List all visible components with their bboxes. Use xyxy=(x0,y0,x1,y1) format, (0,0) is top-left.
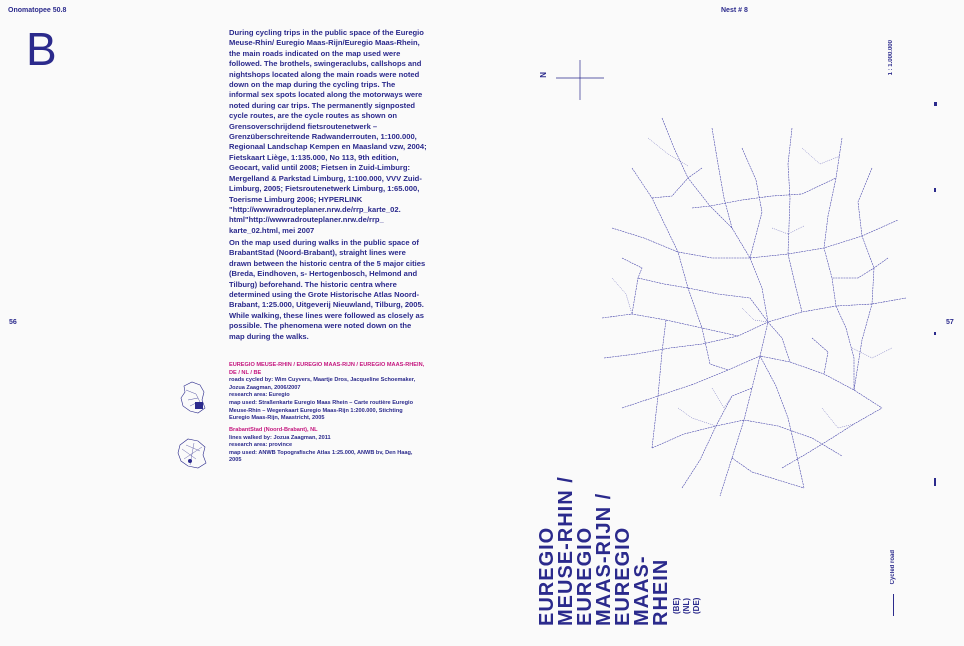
caption-brabantstad xyxy=(229,427,425,465)
legend-line xyxy=(893,594,894,616)
caption-euregio-body: roads cycled by: Wim Cuyvers, Maartje Dros, Jacqueline Schoemaker, Jozua Zaagman, 2006/2007 research area: Euregio map used: Straßenkarte Euregio Maas Rhein – Carte routière Euregio Meuse-Rhin – Wegenkaart Euregio Maas-Rijn 1:200.000, Stichting Euregio Maas-Rijn, Maastricht, 2005 xyxy=(229,377,416,422)
section-letter: B xyxy=(26,23,57,75)
body-paragraph-1: During cycling trips in the public space of the Euregio Meuse-Rhin/ Euregio Maas-Rijn/Euregio Maas-Rhein, the main roads indicated on the map used were followed. The brothels, swingeraclubs, callshops and nightshops located along the main roads were noted down on the map during the cycling trips. The informal sex spots located along the motorways were noted during car trips. The permanently signposted cycle routes, are the cycle routes as shown on Grensoverschrijdend fietsroutenetwerk – Grenzüberschreitende Radwanderrouten, 1:100.000, Regionaal Landschap Kempen en Maasland vzw, 2004; Fietskaart Liège, 1:135.000, No 113, 9th edition, Geocart, valid until 2008; Fietsen in Zuid-Limburg: Mergelland & Parkstad Limburg, 1:100.000, VVV Zuid-Limburg, 2005; Fietsroutenetwerk Limburg, 1:65.000, Toerisme Limburg 2006; HYPERLINK "http://wwwradrouteplaner.nrw.de/rrp_karte_02. html"http://wwwradrouteplaner.nrw.de/rrp_ karte_02.html, mei 2007 xyxy=(229,28,427,235)
brabantstad-thumbnail xyxy=(176,435,208,471)
caption-euregio-heading: EUREGIO MEUSE-RHIN / EUREGIO MAAS-RIJN / EUREGIO MAAS-RHEIN, DE / NL / BE xyxy=(229,362,425,376)
country-codes: (BE) (NL) (DE) xyxy=(672,597,701,614)
cycled-roads-map xyxy=(592,108,914,500)
page-number-right: 57 xyxy=(946,319,954,326)
header-right: Nest # 8 xyxy=(721,7,748,14)
caption-brabantstad-heading: BrabantStad (Noord-Brabant), NL xyxy=(229,427,318,433)
body-paragraph-2: On the map used during walks in the public space of BrabantStad (Noord-Brabant), straight lines were drawn between the historic centra of the 5 major cities (Breda, Eindhoven, s- Hertogenbosch, Helmond and Tilburg) beforehand. The historic centra where determined using the Grote Historische Atlas Noord-Brabant, 1:25.000, Uitgeverij Nieuwland, Tilburg, 2005. While walking, these lines were followed as closely as possible. The phenomena were noted down on the map during the walks. xyxy=(229,238,426,341)
scale-label: 1 : 1.000.000 xyxy=(888,40,894,76)
north-label: N xyxy=(538,72,547,78)
page-number-left: 56 xyxy=(9,319,17,326)
header-left: Onomatopee 50.8 xyxy=(8,7,67,14)
margin-marker-2 xyxy=(934,188,936,192)
euregio-thumbnail xyxy=(178,378,208,416)
margin-marker-1 xyxy=(934,102,937,106)
legend-label: Cycled road xyxy=(890,550,896,585)
margin-marker-3 xyxy=(934,332,936,335)
caption-euregio xyxy=(229,362,425,423)
caption-brabantstad-body: lines walked by: Jozua Zaagman, 2011 research area: province map used: ANWB Topografische Atlas 1:25.000, ANWB bv, Den Haag, 2005 xyxy=(229,434,413,464)
margin-marker-4 xyxy=(934,478,936,486)
north-crosshair-icon xyxy=(556,60,604,100)
region-title: EUREGIO MEUSE-RHIN / EUREGIO MAAS-RIJN / EUREGIO MAAS- RHEIN xyxy=(536,476,672,626)
